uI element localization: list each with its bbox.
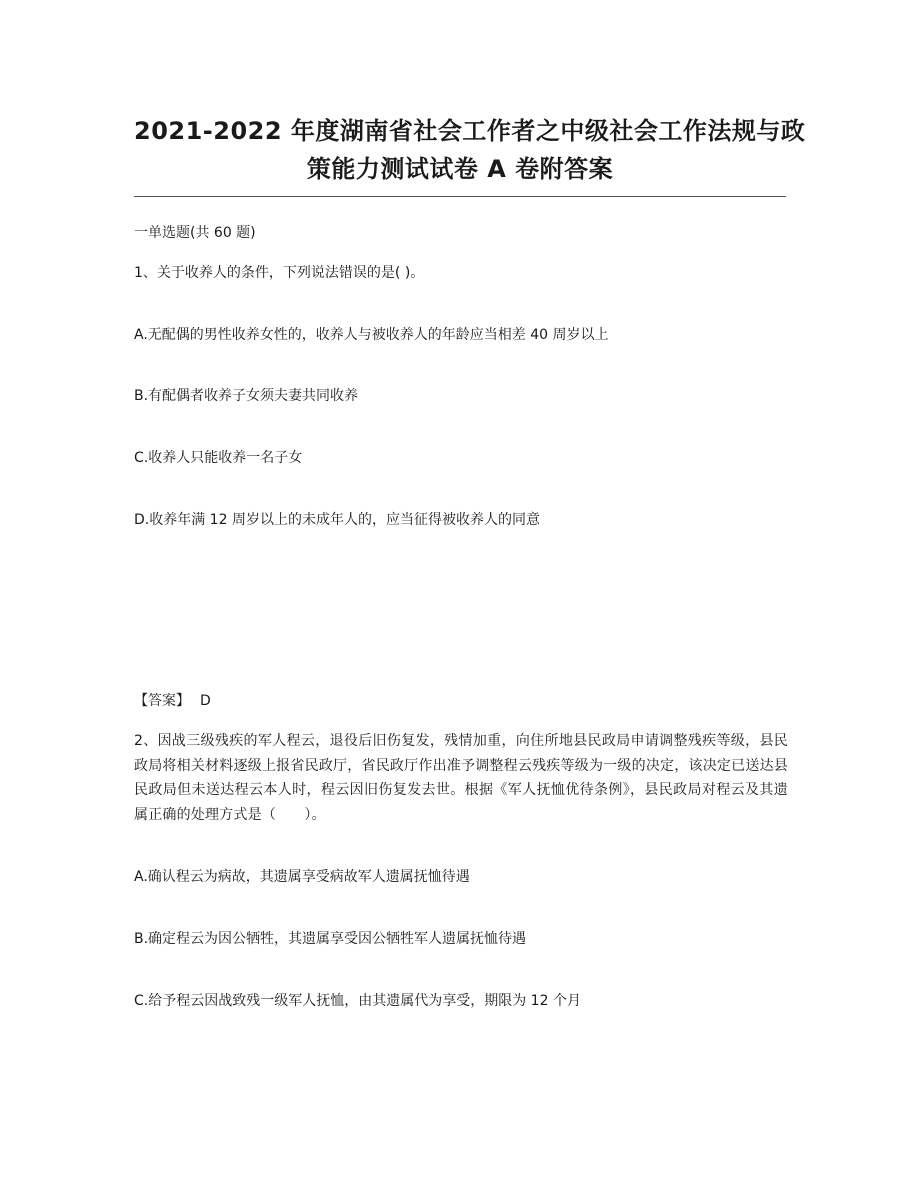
title-divider	[134, 196, 786, 197]
question-2-stem: 2、因战三级残疾的军人程云，退役后旧伤复发，残情加重，向住所地县民政局申请调整残疾等级，县民政局将相关材料逐级上报省民政厅，省民政厅作出准予调整程云残疾等级为一级的决定，该决定已送达县民政局但未送达程云本人时，程云因旧伤复发去世。根据《军人抚恤优待条例》，县民政局对程云及其遗属正确的处理方式是（ ）。	[134, 733, 788, 823]
question-2-option-c: C.给予程云因战致残一级军人抚恤，由其遗属代为享受，期限为 12 个月	[134, 993, 581, 1009]
question-1-option-b: B.有配偶者收养子女须夫妻共同收养	[134, 388, 359, 404]
section-header: 一单选题(共 60 题)	[134, 225, 256, 241]
answer-value: D	[200, 693, 211, 709]
question-1-option-c: C.收养人只能收养一名子女	[134, 450, 303, 466]
question-1-option-d: D.收养年满 12 周岁以上的未成年人的，应当征得被收养人的同意	[134, 512, 540, 528]
title-line-2: 策能力测试试卷 A 卷附答案	[306, 155, 614, 183]
question-1-stem: 1、关于收养人的条件，下列说法错误的是( )。	[134, 265, 425, 281]
title-line-1: 2021-2022 年度湖南省社会工作者之中级社会工作法规与政	[134, 117, 806, 145]
document-title	[134, 112, 806, 188]
answer-label: 【答案】	[134, 693, 190, 709]
question-1-answer	[134, 690, 788, 712]
question-2-option-b: B.确定程云为因公牺牲，其遗属享受因公牺牲军人遗属抚恤待遇	[134, 931, 527, 947]
question-2-option-a: A.确认程云为病故，其遗属享受病故军人遗属抚恤待遇	[134, 869, 470, 885]
question-1-option-a: A.无配偶的男性收养女性的，收养人与被收养人的年龄应当相差 40 周岁以上	[134, 327, 609, 343]
